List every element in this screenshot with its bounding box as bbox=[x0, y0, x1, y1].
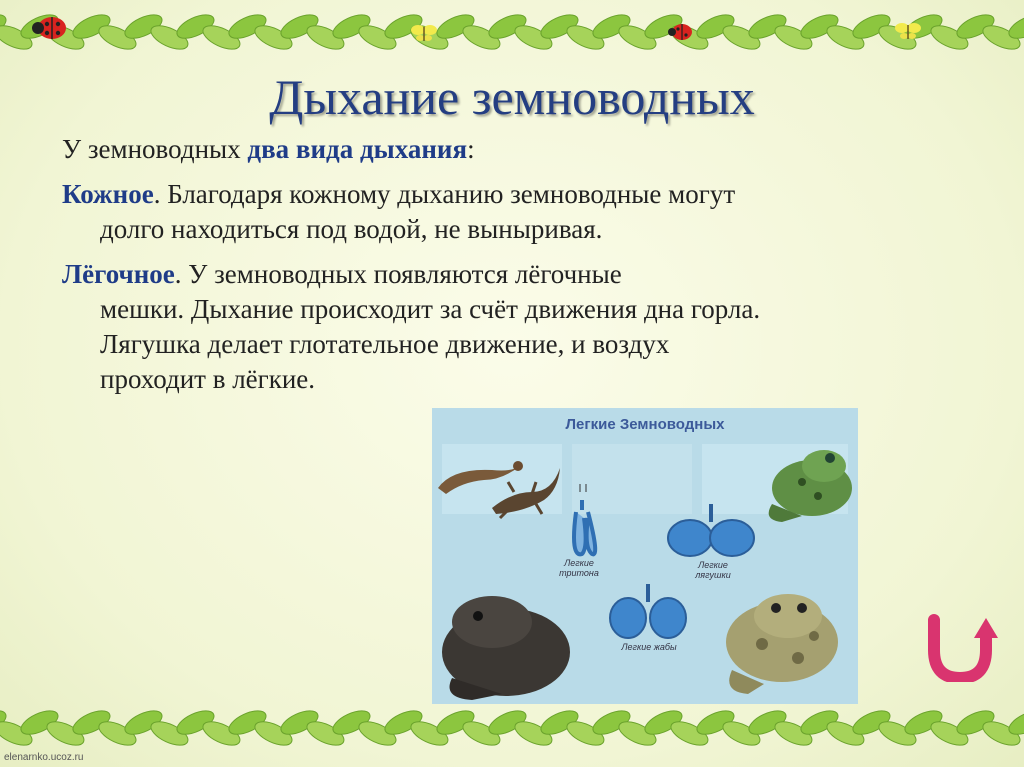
slide-title: Дыхание земноводных bbox=[269, 69, 755, 125]
amphibian-lungs-figure bbox=[432, 408, 858, 704]
skin-line-1: . Благодаря кожному дыханию земноводные могут bbox=[153, 179, 736, 209]
lung-term: Лёгочное bbox=[62, 259, 175, 289]
return-arrow-icon[interactable] bbox=[926, 612, 1004, 682]
toad-image bbox=[442, 596, 570, 700]
triton-lungs-label: Легкие тритона bbox=[559, 558, 599, 578]
skin-line-2: долго находиться под водой, не выныривая. bbox=[100, 214, 603, 244]
lung-breathing-paragraph bbox=[62, 257, 962, 397]
lung-line-2: мешки. Дыхание происходит за счёт движения дна горла. bbox=[100, 294, 761, 324]
skin-breathing-paragraph bbox=[62, 177, 962, 247]
toad-lungs-diagram bbox=[610, 584, 686, 638]
skin-term: Кожное bbox=[62, 179, 154, 209]
lung-line-1: . У земноводных появляются лёгочные bbox=[174, 259, 622, 289]
figure-title: Легкие Земноводных bbox=[565, 416, 725, 433]
intro-prefix: У земноводных bbox=[62, 134, 248, 164]
intro-suffix: : bbox=[467, 134, 475, 164]
footer-credit: elenarnko.ucoz.ru bbox=[4, 752, 84, 763]
slide-body bbox=[62, 132, 962, 409]
figure-illustration bbox=[432, 408, 858, 704]
lung-line-3: Лягушка делает глотательное движение, и воздух bbox=[100, 329, 670, 359]
toad-image bbox=[726, 594, 838, 694]
lung-line-4: проходит в лёгкие. bbox=[100, 364, 316, 394]
intro-highlight: два вида дыхания bbox=[247, 134, 468, 164]
bottom-leaf-garland bbox=[0, 700, 1024, 755]
frog-lungs-label: Легкие лягушки bbox=[695, 560, 731, 580]
top-leaf-garland bbox=[0, 0, 1024, 62]
toad-lungs-label: Легкие жабы bbox=[621, 642, 677, 652]
intro-line bbox=[62, 132, 962, 167]
